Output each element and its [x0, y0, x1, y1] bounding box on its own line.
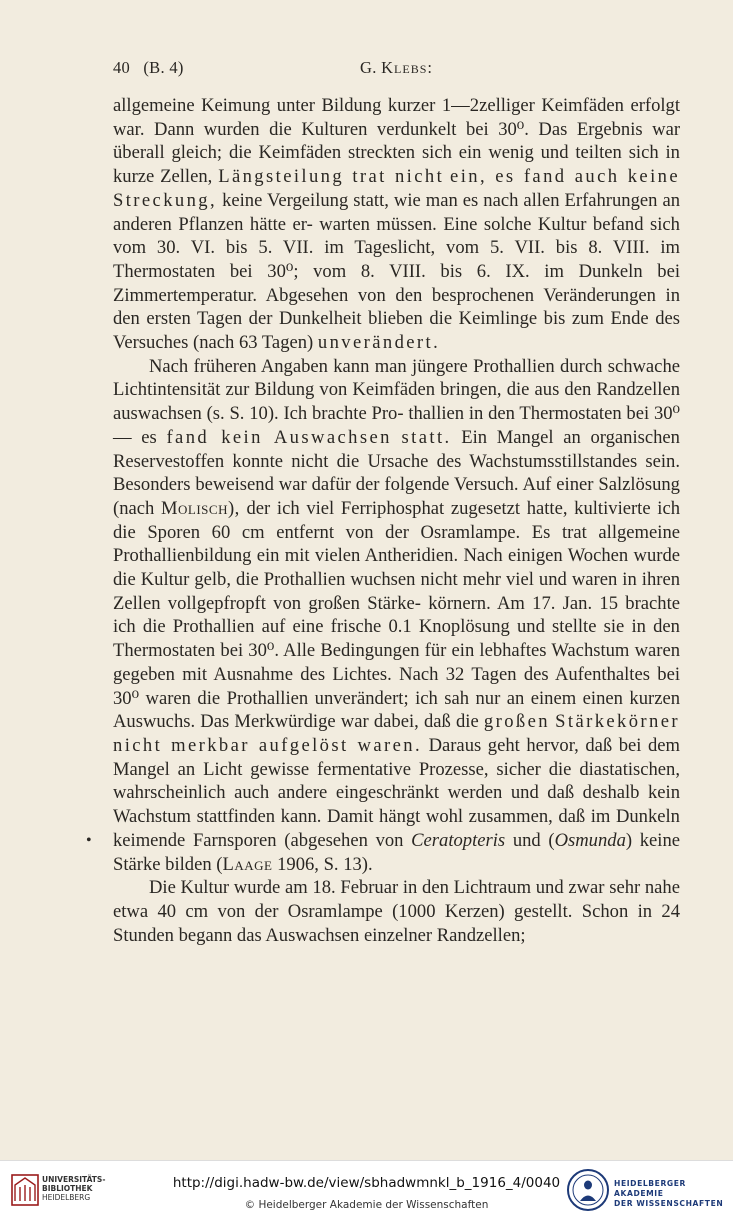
author-reference: Laage	[222, 853, 273, 875]
emphasis-spaced: fand kein Auswachsen	[166, 426, 392, 448]
paragraph-2: Nach früheren Angaben kann man jüngere Prothallien durch schwache Lichtintensität zur Bildung von Keimfäden bringen, die aus den Randzellen auswachsen (s. S. 10). Ich brachte Pro- thallien in den Thermostaten bei 30⁰ — es fand kein Auswachsen statt. Ein Mangel an organischen Reservestoffen konnte nicht die Ursache des Wachstumsstillstandes sein. Besonders beweisend war dafür der folgende Versuch. Auf einer Salzlösung (nach Molisch), der ich viel Ferriphosphat zugesetzt hatte, kultivierte ich die Sporen 60 cm entfernt von der Osramlampe. Es trat allgemeine Prothallienbildung ein mit vielen Antheridien. Nach einigen Wochen wurde die Kultur gelb, die Prothallien wuchsen nicht mehr viel und waren in ihren Zellen vollgepfropft von großen Stärke- körnern. Am 17. Jan. 15 brachte ich die Prothallien auf eine frische 0.1 Knoplösung und stellte sie in den Thermostaten bei 30⁰. Alle Bedingungen für ein lebhaftes Wachstum waren gegeben mit Ausnahme des Lichtes. Nach 32 Tagen des Aufenthaltes bei 30⁰ waren die Prothallien unverändert; ich sah nur an einem einen kurzen Auswuchs. Das Merkwürdige war dabei, daß die großen Stärkekörner nicht merkbar aufgelöst waren. Daraus geht hervor, daß bei dem Mangel an Licht gewisse fermentative Prozesse, sicher die diastatischen, wahrscheinlich auch andere eingeschränkt werden und daß deshalb kein Wachstum stattfinden kann. Damit hängt wohl zusammen, daß im Dunkeln keimende Farnsporen (abgesehen von Ceratopteris und (Osmunda) keine Stärke bilden (Laage 1906, S. 13).	[113, 355, 681, 875]
digitization-footer	[0, 1160, 733, 1217]
margin-mark: •	[86, 832, 92, 849]
emphasis-spaced: Stärkekörner nicht merkbar aufgelöst waren.	[113, 711, 680, 756]
running-header	[113, 58, 680, 84]
genus-name: Ceratopteris	[411, 829, 506, 851]
emphasis-spaced: großen	[483, 711, 550, 733]
paragraph-3: Die Kultur wurde am 18. Februar in den Lichtraum und zwar sehr nahe etwa 40 cm von der Osramlampe (1000 Kerzen) gestellt. Schon in 24 Stunden begann das Auswachsen einzelner Randzellen;	[113, 877, 681, 946]
emphasis-spaced: unverändert.	[317, 332, 441, 354]
genus-name: Osmunda	[554, 829, 626, 851]
copyright-notice: © Heidelberger Akademie der Wissenschaften	[244, 1199, 489, 1211]
permalink[interactable]: http://digi.hadw-bw.de/view/sbhadwmnkl_b_1916_4/0040	[172, 1175, 561, 1191]
academy-seal-icon	[566, 1168, 610, 1212]
author-reference: Molisch),	[160, 497, 240, 519]
page-number: 40 (B. 4)	[113, 58, 184, 77]
body-text	[113, 94, 680, 947]
running-author: G. Klebs:	[360, 58, 433, 77]
paragraph-1: allgemeine Keimung unter Bildung kurzer 1—2zelliger Keimfäden erfolgt war. Dann wurden die Kulturen verdunkelt bei 30⁰. Das Ergebnis war überall gleich; die Keimfäden streckten sich ein wenig und teilten sich in kurze Zellen, Längsteilung trat nicht ein, es fand auch keine Streckung, keine Vergeilung statt, wie man es nach allen Erfahrungen an anderen Pflanzen hätte er- warten müssen. Eine solche Kultur befand sich vom 30. VI. bis 5. VII. im Tageslicht, vom 5. VII. bis 8. VIII. im Thermostaten bei 30⁰; vom 8. VIII. bis 6. IX. im Dunkeln bei Zimmertemperatur. Abgesehen von den besprochenen Veränderungen in den ersten Tagen der Dunkelheit blieben die Keimlinge bis zum Ende des Versuches (nach 63 Tagen) unverändert.	[113, 95, 681, 354]
library-name: UNIVERSITÄTS- BIBLIOTHEK HEIDELBERG	[42, 1175, 106, 1202]
emphasis-spaced: statt.	[401, 426, 452, 448]
emphasis-spaced: Längsteilung trat nicht	[218, 166, 445, 188]
academy-name: HEIDELBERGER AKADEMIE DER WISSENSCHAFTEN	[614, 1179, 724, 1208]
emphasis-spaced: ein, es fand auch keine Streckung,	[113, 166, 680, 211]
